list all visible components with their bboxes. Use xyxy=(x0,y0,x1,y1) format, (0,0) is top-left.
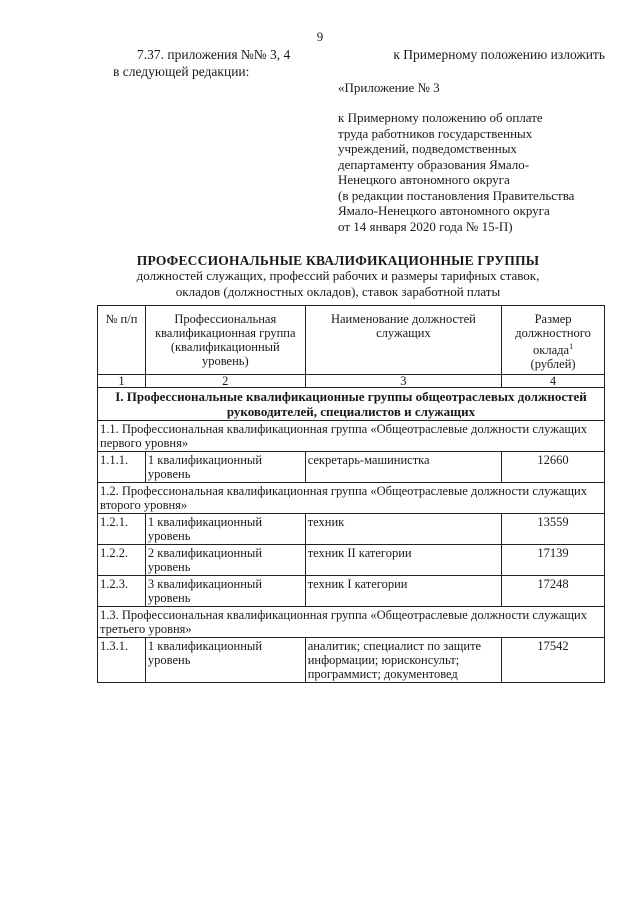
row-number: 1.1.1. xyxy=(98,452,146,483)
table-row xyxy=(98,452,605,483)
appendix-line: учреждений, подведомственных xyxy=(338,141,517,156)
row-level: 1 квалификационный уровень xyxy=(145,514,305,545)
group-title: 1.2. Профессиональная квалификационная группа «Общеотраслевые должности служащих второго уровня» xyxy=(98,483,605,514)
intro-line2: в следующей редакции: xyxy=(113,64,250,79)
row-salary: 17139 xyxy=(502,545,605,576)
header-row xyxy=(98,306,605,375)
appendix-line: (в редакции постановления Правительства xyxy=(338,187,575,203)
table-row xyxy=(98,638,605,683)
intro-line1-left: 7.37. приложения №№ 3, 4 xyxy=(137,47,291,62)
row-positions: секретарь-машинистка xyxy=(305,452,501,483)
row-number: 1.2.2. xyxy=(98,545,146,576)
table-row xyxy=(98,576,605,607)
appendix-heading: «Приложение № 3 xyxy=(338,80,440,95)
page-number: 9 xyxy=(316,29,324,44)
header-salary xyxy=(502,306,605,375)
column-number: 2 xyxy=(145,375,305,388)
document-title: ПРОФЕССИОНАЛЬНЫЕ КВАЛИФИКАЦИОННЫЕ ГРУППЫ xyxy=(136,253,540,268)
row-positions: аналитик; специалист по защите информации; юрисконсульт; программист; документовед xyxy=(305,638,501,683)
row-number: 1.2.1. xyxy=(98,514,146,545)
row-salary: 17542 xyxy=(502,638,605,683)
row-level: 2 квалификационный уровень xyxy=(145,545,305,576)
row-salary: 17248 xyxy=(502,576,605,607)
group-row xyxy=(98,421,605,452)
header-number: № п/п xyxy=(98,306,146,375)
header-salary-label: Размер должностного оклада xyxy=(515,312,591,358)
row-level: 3 квалификационный уровень xyxy=(145,576,305,607)
intro-paragraph xyxy=(113,46,605,80)
qualification-table xyxy=(97,305,605,683)
subtitle-line: окладов (должностных окладов), ставок заработной платы xyxy=(175,284,501,299)
section-row xyxy=(98,388,605,421)
column-number: 4 xyxy=(502,375,605,388)
appendix-line: Ямало-Ненецкого автономного округа xyxy=(338,203,550,218)
appendix-line: к Примерному положению об оплате xyxy=(338,110,543,125)
appendix-line: Ненецкого автономного округа xyxy=(338,172,510,187)
row-level: 1 квалификационный уровень xyxy=(145,452,305,483)
footnote-marker: 1 xyxy=(569,342,574,351)
row-positions: техник xyxy=(305,514,501,545)
column-number-row xyxy=(98,375,605,388)
header-group: Профессиональная квалификационная группа (квалификационный уровень) xyxy=(145,306,305,375)
group-row xyxy=(98,483,605,514)
group-row xyxy=(98,607,605,638)
subtitle-line: должностей служащих, профессий рабочих и размеры тарифных ставок, xyxy=(136,268,540,283)
group-title: 1.1. Профессиональная квалификационная группа «Общеотраслевые должности служащих первого уровня» xyxy=(98,421,605,452)
column-number: 3 xyxy=(305,375,501,388)
column-number: 1 xyxy=(98,375,146,388)
intro-line1-right: к Примерному положению изложить xyxy=(393,47,605,62)
header-positions: Наименование должностей служащих xyxy=(305,306,501,375)
row-positions: техник II категории xyxy=(305,545,501,576)
appendix-line: труда работников государственных xyxy=(338,125,533,141)
row-salary: 13559 xyxy=(502,514,605,545)
row-number: 1.3.1. xyxy=(98,638,146,683)
row-salary: 12660 xyxy=(502,452,605,483)
header-salary-unit: (рублей) xyxy=(530,357,576,372)
section-title: I. Профессиональные квалификационные группы общеотраслевых должностей руководителей, специалистов и служащих xyxy=(98,388,605,421)
table-row xyxy=(98,545,605,576)
appendix-line: департаменту образования Ямало- xyxy=(338,156,530,172)
appendix-block xyxy=(338,110,574,234)
group-title: 1.3. Профессиональная квалификационная группа «Общеотраслевые должности служащих третьего уровня» xyxy=(98,607,605,638)
row-level: 1 квалификационный уровень xyxy=(145,638,305,683)
table-row xyxy=(98,514,605,545)
row-number: 1.2.3. xyxy=(98,576,146,607)
appendix-line: от 14 января 2020 года № 15-П) xyxy=(338,218,513,234)
document-subtitle xyxy=(0,268,640,300)
row-positions: техник I категории xyxy=(305,576,501,607)
